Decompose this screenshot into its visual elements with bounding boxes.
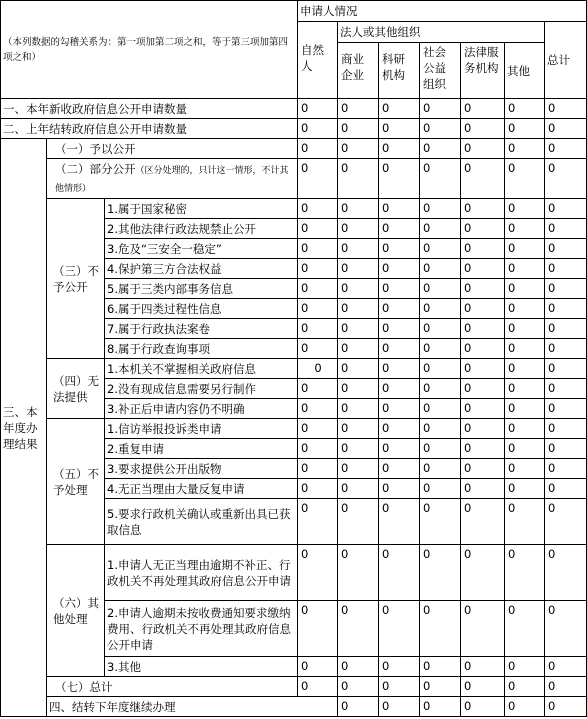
value-cell: 0 bbox=[338, 319, 379, 339]
value-cell: 0 bbox=[338, 159, 379, 199]
row-label-new-applications: 一、本年新收政府信息公开申请数量 bbox=[1, 99, 298, 119]
value-cell: 0 bbox=[338, 299, 379, 319]
partial-disclosure-label: （二）部分公开 bbox=[55, 161, 136, 176]
sub-item: 3.其他 bbox=[105, 657, 298, 677]
value-cell: 0 bbox=[420, 479, 461, 499]
value-cell: 0 bbox=[545, 459, 587, 479]
value-cell: 0 bbox=[379, 219, 420, 239]
research-header: 科研机构 bbox=[379, 43, 420, 99]
value-cell: 0 bbox=[545, 319, 587, 339]
value-cell: 0 bbox=[461, 499, 505, 545]
value-cell: 0 bbox=[420, 419, 461, 439]
note-cell bbox=[1, 1, 298, 99]
value-cell: 0 bbox=[505, 219, 545, 239]
value-cell: 0 bbox=[379, 239, 420, 259]
value-cell: 0 bbox=[298, 419, 338, 439]
value-cell: 0 bbox=[545, 219, 587, 239]
value-cell: 0 bbox=[420, 99, 461, 119]
value-cell: 0 bbox=[338, 339, 379, 359]
value-cell: 0 bbox=[461, 139, 505, 159]
value-cell: 0 bbox=[505, 199, 545, 219]
value-cell: 0 bbox=[545, 239, 587, 259]
value-cell: 0 bbox=[298, 139, 338, 159]
value-cell: 0 bbox=[379, 299, 420, 319]
value-cell: 0 bbox=[420, 339, 461, 359]
partial-disclosure-note: （区分处理的，只计这一情形，不计其他情形） bbox=[55, 165, 289, 194]
value-cell: 0 bbox=[545, 159, 587, 199]
sub-item: 3.危及“三安全一稳定” bbox=[105, 239, 298, 259]
value-cell: 0 bbox=[298, 601, 338, 657]
value-cell: 0 bbox=[379, 419, 420, 439]
value-cell: 0 bbox=[338, 677, 379, 697]
value-cell: 0 bbox=[505, 159, 545, 199]
value-cell: 0 bbox=[461, 99, 505, 119]
value-cell: 0 bbox=[379, 119, 420, 139]
sub-item: 3.补正后申请内容仍不明确 bbox=[105, 399, 298, 419]
sub-item: 4.保护第三方合法权益 bbox=[105, 259, 298, 279]
value-cell: 0 bbox=[379, 399, 420, 419]
value-cell: 0 bbox=[505, 601, 545, 657]
value-cell: 0 bbox=[505, 99, 545, 119]
row-label-other-processing: （六）其他处理 bbox=[47, 545, 105, 677]
value-cell: 0 bbox=[338, 379, 379, 399]
value-cell: 0 bbox=[505, 119, 545, 139]
value-cell: 0 bbox=[420, 359, 461, 379]
sub-item: 1.本机关不掌握相关政府信息 bbox=[105, 359, 298, 379]
value-cell: 0 bbox=[338, 459, 379, 479]
value-cell: 0 bbox=[379, 379, 420, 399]
value-cell: 0 bbox=[505, 379, 545, 399]
value-cell: 0 bbox=[420, 657, 461, 677]
value-cell: 0 bbox=[420, 259, 461, 279]
relationship-note: （本列数据的勾稽关系为：第一项加第二项之和，等于第三项加第四项之和） bbox=[3, 36, 289, 63]
value-cell: 0 bbox=[505, 459, 545, 479]
value-cell: 0 bbox=[461, 601, 505, 657]
sub-item: 2.其他法律行政法规禁止公开 bbox=[105, 219, 298, 239]
value-cell: 0 bbox=[505, 697, 545, 717]
value-cell: 0 bbox=[298, 677, 338, 697]
value-cell: 0 bbox=[338, 219, 379, 239]
value-cell: 0 bbox=[461, 259, 505, 279]
value-cell: 0 bbox=[338, 259, 379, 279]
value-cell: 0 bbox=[298, 399, 338, 419]
value-cell: 0 bbox=[461, 219, 505, 239]
sub-item: 2.重复申请 bbox=[105, 439, 298, 459]
value-cell: 0 bbox=[298, 339, 338, 359]
row-label-not-processed: （五）不予处理 bbox=[47, 419, 105, 545]
value-cell: 0 bbox=[298, 299, 338, 319]
value-cell: 0 bbox=[338, 199, 379, 219]
value-cell: 0 bbox=[545, 419, 587, 439]
value-cell: 0 bbox=[505, 359, 545, 379]
value-cell: 0 bbox=[461, 339, 505, 359]
value-cell: 0 bbox=[420, 279, 461, 299]
value-cell: 0 bbox=[545, 299, 587, 319]
value-cell: 0 bbox=[379, 279, 420, 299]
value-cell: 0 bbox=[461, 359, 505, 379]
value-cell: 0 bbox=[298, 657, 338, 677]
value-cell: 0 bbox=[379, 479, 420, 499]
value-cell: 0 bbox=[298, 319, 338, 339]
value-cell: 0 bbox=[298, 479, 338, 499]
value-cell: 0 bbox=[461, 239, 505, 259]
value-cell: 0 bbox=[420, 697, 461, 717]
value-cell: 0 bbox=[505, 339, 545, 359]
value-cell: 0 bbox=[338, 601, 379, 657]
value-cell: 0 bbox=[545, 119, 587, 139]
value-cell: 0 bbox=[338, 419, 379, 439]
row-label-total: （七）总计 bbox=[47, 677, 298, 697]
value-cell: 0 bbox=[461, 697, 505, 717]
value-cell: 0 bbox=[545, 199, 587, 219]
value-cell: 0 bbox=[420, 159, 461, 199]
value-cell: 0 bbox=[338, 439, 379, 459]
value-cell: 0 bbox=[545, 99, 587, 119]
sub-item: 4.无正当理由大量反复申请 bbox=[105, 479, 298, 499]
value-cell: 0 bbox=[298, 119, 338, 139]
value-cell: 0 bbox=[420, 399, 461, 419]
row-label-results: 三、本年度办理结果 bbox=[1, 139, 47, 717]
value-cell: 0 bbox=[420, 199, 461, 219]
value-cell: 0 bbox=[461, 459, 505, 479]
legal-org-header: 法人或其他组织 bbox=[338, 22, 545, 43]
value-cell: 0 bbox=[461, 419, 505, 439]
sub-item: 3.要求提供公开出版物 bbox=[105, 459, 298, 479]
value-cell: 0 bbox=[379, 339, 420, 359]
value-cell: 0 bbox=[461, 159, 505, 199]
value-cell: 0 bbox=[461, 319, 505, 339]
value-cell: 0 bbox=[379, 139, 420, 159]
value-cell: 0 bbox=[505, 419, 545, 439]
value-cell: 0 bbox=[545, 399, 587, 419]
value-cell: 0 bbox=[379, 439, 420, 459]
sub-item: 6.属于四类过程性信息 bbox=[105, 299, 298, 319]
value-cell: 0 bbox=[420, 319, 461, 339]
value-cell: 0 bbox=[379, 359, 420, 379]
value-cell: 0 bbox=[545, 379, 587, 399]
value-cell: 0 bbox=[461, 677, 505, 697]
total-header: 总计 bbox=[545, 22, 587, 99]
value-cell: 0 bbox=[298, 379, 338, 399]
value-cell: 0 bbox=[420, 439, 461, 459]
value-cell: 0 bbox=[461, 199, 505, 219]
value-cell: 0 bbox=[505, 479, 545, 499]
value-cell: 0 bbox=[461, 657, 505, 677]
value-cell: 0 bbox=[298, 199, 338, 219]
value-cell: 0 bbox=[505, 239, 545, 259]
value-cell: 0 bbox=[545, 139, 587, 159]
value-cell: 0 bbox=[338, 119, 379, 139]
value-cell: 0 bbox=[379, 677, 420, 697]
value-cell: 0 bbox=[379, 259, 420, 279]
value-cell: 0 bbox=[338, 359, 379, 379]
value-cell: 0 bbox=[505, 259, 545, 279]
value-cell: 0 bbox=[461, 479, 505, 499]
row-label-partial bbox=[47, 159, 298, 199]
value-cell: 0 bbox=[298, 545, 338, 601]
other-header: 其他 bbox=[505, 43, 545, 99]
value-cell: 0 bbox=[420, 677, 461, 697]
value-cell: 0 bbox=[379, 499, 420, 545]
row-label-unable-to-provide: （四）无法提供 bbox=[47, 359, 105, 419]
value-cell: 0 bbox=[298, 239, 338, 259]
value-cell: 0 bbox=[505, 677, 545, 697]
value-cell: 0 bbox=[298, 359, 338, 379]
row-label-carried-over: 二、上年结转政府信息公开申请数量 bbox=[1, 119, 298, 139]
social-welfare-header: 社会公益组织 bbox=[420, 43, 461, 99]
value-cell: 0 bbox=[545, 697, 587, 717]
value-cell: 0 bbox=[298, 259, 338, 279]
value-cell: 0 bbox=[505, 545, 545, 601]
natural-person-header: 自然人 bbox=[298, 22, 338, 99]
value-cell: 0 bbox=[545, 545, 587, 601]
value-cell: 0 bbox=[379, 99, 420, 119]
value-cell: 0 bbox=[420, 219, 461, 239]
sub-item: 2.没有现成信息需要另行制作 bbox=[105, 379, 298, 399]
value-cell: 0 bbox=[379, 199, 420, 219]
value-cell: 0 bbox=[420, 379, 461, 399]
value-cell: 0 bbox=[298, 219, 338, 239]
value-cell: 0 bbox=[338, 239, 379, 259]
value-cell: 0 bbox=[545, 359, 587, 379]
value-cell: 0 bbox=[338, 99, 379, 119]
value-cell: 0 bbox=[461, 399, 505, 419]
sub-item: 5.要求行政机关确认或重新出具已获取信息 bbox=[105, 499, 298, 545]
value-cell: 0 bbox=[545, 479, 587, 499]
commercial-header: 商业企业 bbox=[338, 43, 379, 99]
row-label-disclosed: （一）予以公开 bbox=[47, 139, 298, 159]
value-cell: 0 bbox=[505, 657, 545, 677]
value-cell: 0 bbox=[461, 119, 505, 139]
value-cell: 0 bbox=[338, 657, 379, 677]
value-cell: 0 bbox=[545, 657, 587, 677]
value-cell: 0 bbox=[420, 545, 461, 601]
row-label-carry-forward: 四、结转下年度继续办理 bbox=[47, 697, 338, 717]
value-cell: 0 bbox=[545, 499, 587, 545]
value-cell: 0 bbox=[298, 99, 338, 119]
sub-item: 1.申请人无正当理由逾期不补正、行政机关不再处理其政府信息公开申请 bbox=[105, 545, 298, 601]
legal-service-header: 法律服务机构 bbox=[461, 43, 505, 99]
value-cell: 0 bbox=[379, 697, 420, 717]
value-cell: 0 bbox=[545, 339, 587, 359]
value-cell: 0 bbox=[420, 499, 461, 545]
value-cell: 0 bbox=[461, 379, 505, 399]
value-cell: 0 bbox=[298, 159, 338, 199]
value-cell: 0 bbox=[505, 279, 545, 299]
value-cell: 0 bbox=[545, 677, 587, 697]
value-cell: 0 bbox=[298, 459, 338, 479]
value-cell: 0 bbox=[379, 657, 420, 677]
value-cell: 0 bbox=[420, 601, 461, 657]
value-cell: 0 bbox=[461, 545, 505, 601]
value-cell: 0 bbox=[338, 139, 379, 159]
value-cell: 0 bbox=[461, 279, 505, 299]
value-cell: 0 bbox=[545, 259, 587, 279]
value-cell: 0 bbox=[338, 697, 379, 717]
value-cell: 0 bbox=[338, 279, 379, 299]
value-cell: 0 bbox=[505, 319, 545, 339]
value-cell: 0 bbox=[338, 479, 379, 499]
value-cell: 0 bbox=[505, 439, 545, 459]
value-cell: 0 bbox=[545, 439, 587, 459]
value-cell: 0 bbox=[298, 439, 338, 459]
value-cell: 0 bbox=[379, 159, 420, 199]
value-cell: 0 bbox=[505, 499, 545, 545]
sub-item: 7.属于行政执法案卷 bbox=[105, 319, 298, 339]
applicant-info-header: 申请人情况 bbox=[298, 1, 587, 22]
value-cell: 0 bbox=[298, 499, 338, 545]
sub-item: 2.申请人逾期未按收费通知要求缴纳费用、行政机关不再处理其政府信息公开申请 bbox=[105, 601, 298, 657]
value-cell: 0 bbox=[545, 601, 587, 657]
sub-item: 5.属于三类内部事务信息 bbox=[105, 279, 298, 299]
value-cell: 0 bbox=[505, 399, 545, 419]
value-cell: 0 bbox=[420, 299, 461, 319]
value-cell: 0 bbox=[461, 299, 505, 319]
value-cell: 0 bbox=[505, 299, 545, 319]
value-cell: 0 bbox=[379, 319, 420, 339]
value-cell: 0 bbox=[338, 499, 379, 545]
value-cell: 0 bbox=[420, 139, 461, 159]
value-cell: 0 bbox=[379, 459, 420, 479]
value-cell: 0 bbox=[298, 279, 338, 299]
value-cell: 0 bbox=[420, 119, 461, 139]
value-cell: 0 bbox=[338, 545, 379, 601]
value-cell: 0 bbox=[420, 239, 461, 259]
value-cell: 0 bbox=[379, 545, 420, 601]
sub-item: 1.属于国家秘密 bbox=[105, 199, 298, 219]
value-cell: 0 bbox=[461, 439, 505, 459]
value-cell: 0 bbox=[420, 459, 461, 479]
value-cell: 0 bbox=[379, 601, 420, 657]
sub-item: 8.属于行政查询事项 bbox=[105, 339, 298, 359]
row-label-not-disclosed: （三）不予公开 bbox=[47, 199, 105, 359]
value-cell: 0 bbox=[545, 279, 587, 299]
value-cell: 0 bbox=[505, 139, 545, 159]
sub-item: 1.信访举报投诉类申请 bbox=[105, 419, 298, 439]
value-cell: 0 bbox=[338, 399, 379, 419]
